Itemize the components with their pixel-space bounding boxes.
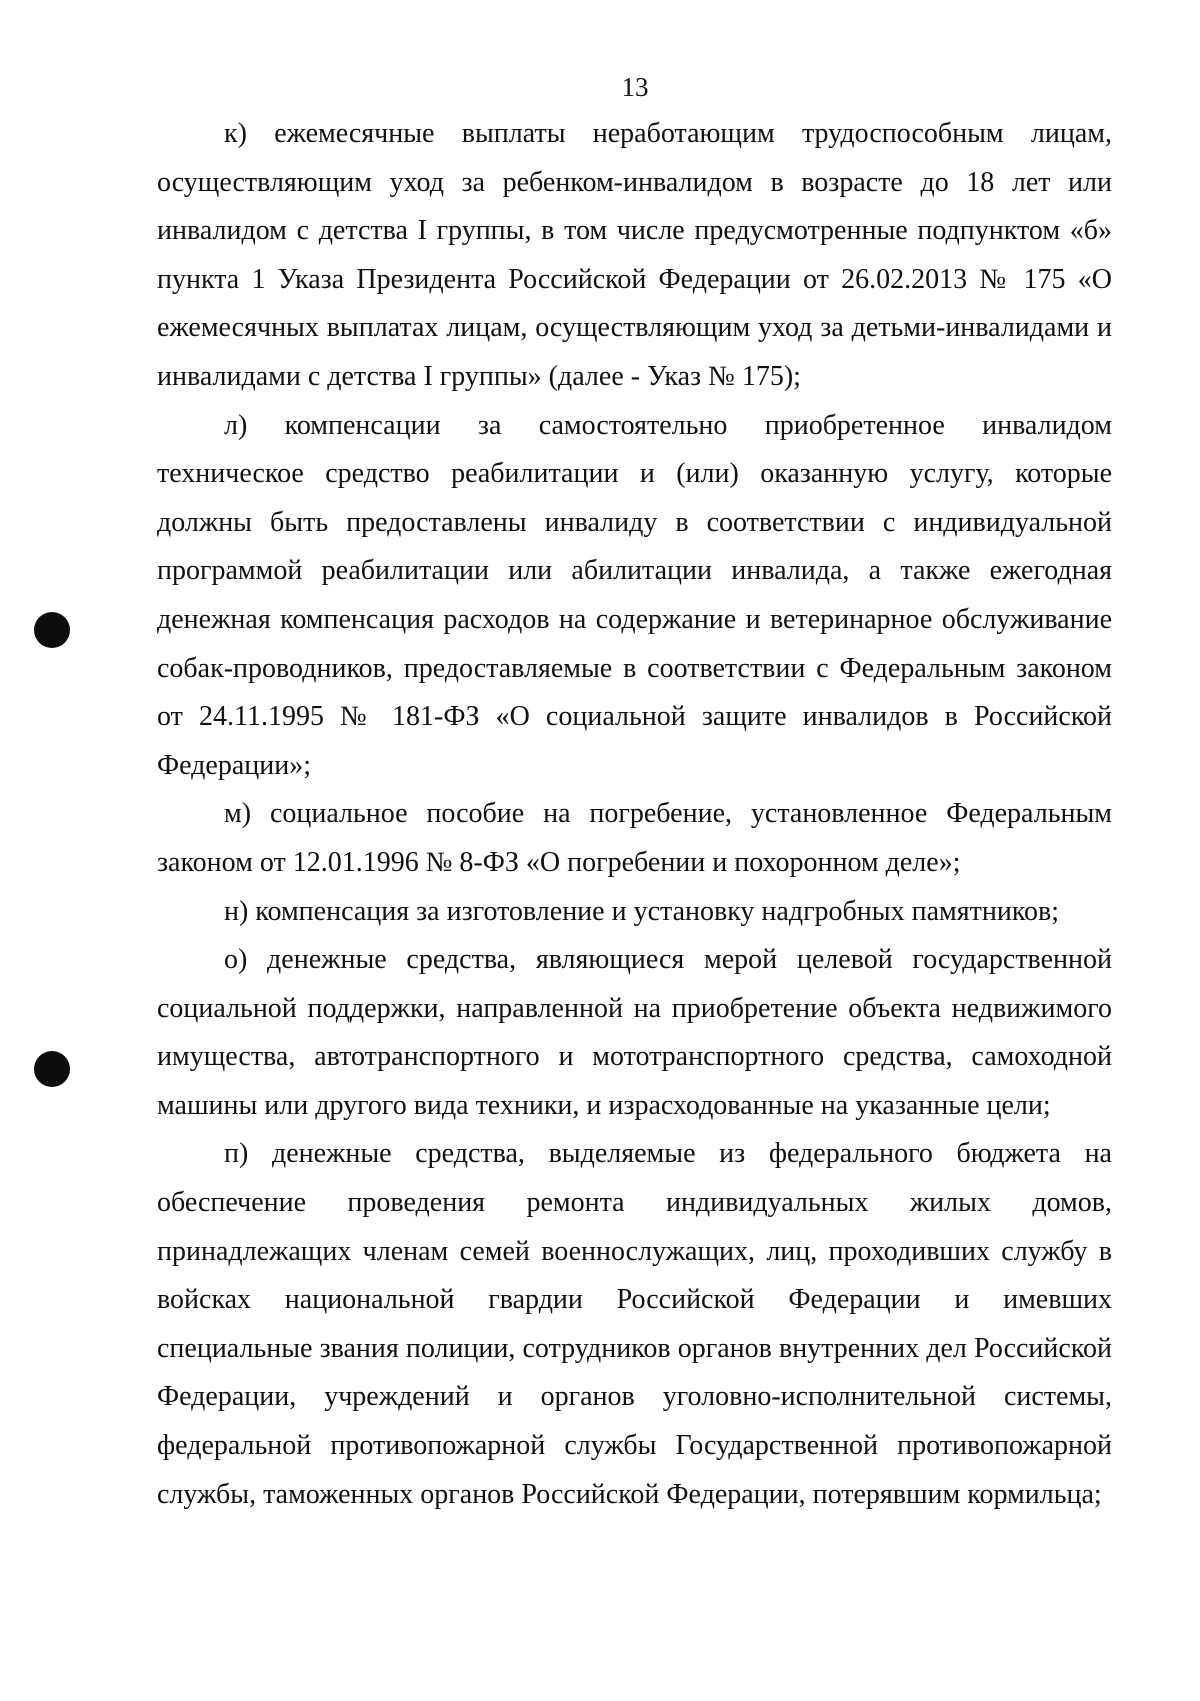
paragraph-o: о) денежные средства, являющиеся мерой целевой государственной социальной поддержки, направленной на приобретение объекта недвижимого имущества, автотранспортного и мототранспортного средства, самоходной машины или другого вида техники, и израсходованные на указанные цели; (157, 944, 1112, 1121)
binder-hole-mark (34, 1051, 70, 1087)
paragraph-p: п) денежные средства, выделяемые из федерального бюджета на обеспечение проведения ремонта индивидуальных жилых домов, принадлежащих членам семей военнослужащих, лиц, проходивших службу в войсках национальной гвардии Российской Федерации и имевших специальные звания полиции, сотрудников органов внутренних дел Российской Федерации, учреждений и органов уголовно-исполнительной системы, федеральной противопожарной службы Государственной противопожарной службы, таможенных органов Российской Федерации, потерявшим кормильца; (157, 1138, 1112, 1510)
paragraph-m: м) социальное пособие на погребение, установленное Федеральным законом от 12.01.1996 № 8-ФЗ «О погребении и похоронном деле»; (157, 798, 1112, 878)
binder-hole-mark (34, 612, 70, 648)
paragraph-k: к) ежемесячные выплаты неработающим трудоспособным лицам, осуществляющим уход за ребенком-инвалидом в возрасте до 18 лет или инвалидом с детства I группы, в том числе предусмотренные подпунктом «б» пункта 1 Указа Президента Российской Федерации от 26.02.2013 № 175 «О ежемесячных выплатах лицам, осуществляющим уход за детьми-инвалидами и инвалидами с детства I группы» (далее - Указ № 175); (157, 118, 1112, 392)
page-number: 13 (621, 72, 649, 102)
paragraph-n: н) компенсация за изготовление и установку надгробных памятников; (224, 895, 1059, 927)
document-body (157, 110, 1112, 1519)
paragraph-l: л) компенсации за самостоятельно приобретенное инвалидом техническое средство реабилитации и (или) оказанную услугу, которые должны быть предоставлены инвалиду в соответствии с индивидуальной программой реабилитации или абилитации инвалида, а также ежегодная денежная компенсация расходов на содержание и ветеринарное обслуживание собак-проводников, предоставляемые в соответствии с Федеральным законом от 24.11.1995 № 181-ФЗ «О социальной защите инвалидов в Российской Федерации»; (157, 409, 1112, 781)
